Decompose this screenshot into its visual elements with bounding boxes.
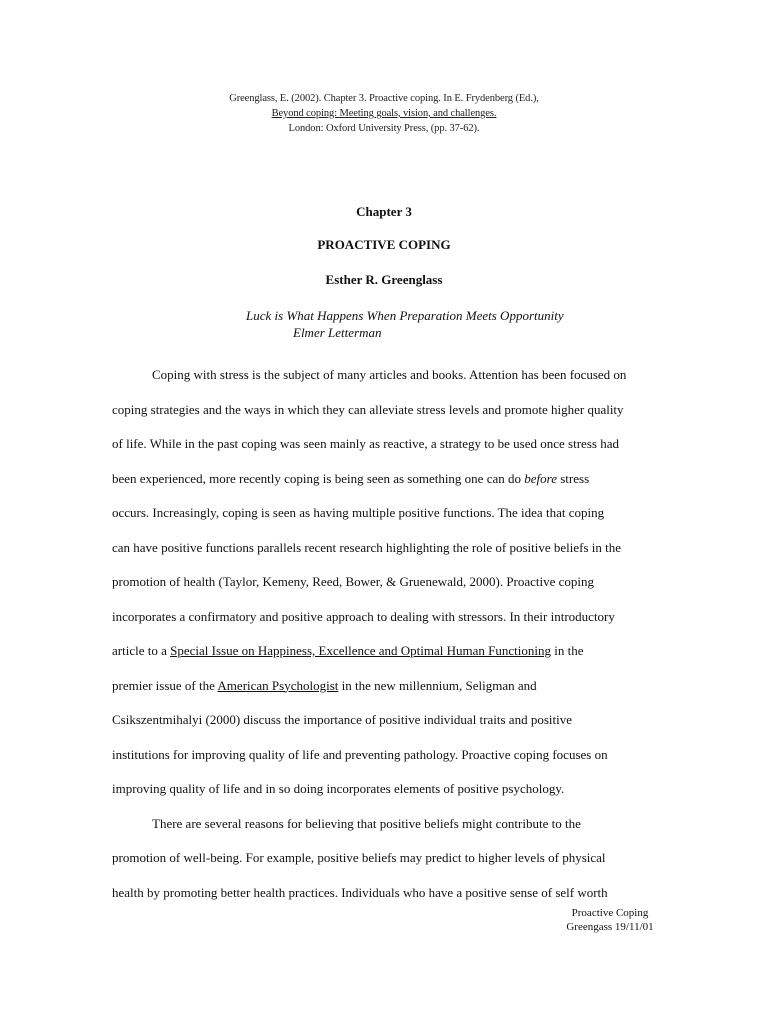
body-text-run: been experienced, more recently coping is being seen as something one can do	[112, 470, 525, 486]
body-line: can have positive functions parallels recent research highlighting the role of positive beliefs in the	[112, 539, 621, 555]
body-text-run: in the	[551, 643, 584, 658]
body-text-run: premier issue of the	[112, 677, 218, 693]
citation-book-title: Beyond coping: Meeting goals, vision, and challenges.	[271, 108, 497, 119]
epigraph-quote: Luck is What Happens When Preparation Meets Opportunity	[246, 308, 564, 323]
body-text	[112, 358, 712, 910]
body-line	[112, 462, 712, 497]
body-line: Coping with stress is the subject of many articles and books. Attention has been focused on	[152, 367, 627, 382]
citation-line-3: London: Oxford University Press, (pp. 37-62).	[288, 123, 480, 134]
footer-date: Greengass 19/11/01	[566, 921, 654, 933]
body-line	[112, 669, 712, 704]
body-line: institutions for improving quality of life and preventing pathology. Proactive coping focuses on	[112, 746, 608, 762]
special-issue-title: Special Issue on Happiness, Excellence and Optimal Human Functioning	[170, 643, 551, 658]
page-footer	[540, 906, 680, 934]
emphasis-before: before	[524, 470, 557, 486]
body-line	[112, 634, 712, 669]
body-text-run: article to a	[112, 643, 171, 658]
author-name: Esther R. Greenglass	[325, 272, 443, 287]
body-line: There are several reasons for believing that positive beliefs might contribute to the	[152, 815, 581, 831]
body-text-run: stress	[556, 470, 590, 486]
footer-title: Proactive Coping	[571, 907, 649, 919]
body-text-run: in the new millennium, Seligman and	[338, 677, 537, 693]
body-line: promotion of health (Taylor, Kemeny, Reed, Bower, & Gruenewald, 2000). Proactive coping	[112, 574, 595, 589]
body-line: Csikszentmihalyi (2000) discuss the importance of positive individual traits and positive	[112, 712, 572, 727]
body-line: health by promoting better health practices. Individuals who have a positive sense of self worth	[112, 884, 608, 900]
body-line: incorporates a confirmatory and positive approach to dealing with stressors. In their introductory	[112, 608, 615, 624]
epigraph	[246, 307, 564, 341]
body-line: coping strategies and the ways in which they can alleviate stress levels and promote higher quality	[112, 401, 624, 417]
citation-header	[0, 91, 768, 136]
chapter-title: PROACTIVE COPING	[317, 237, 451, 252]
body-line: improving quality of life and in so doing incorporates elements of positive psychology.	[112, 781, 565, 796]
chapter-label: Chapter 3	[356, 204, 412, 219]
body-line: of life. While in the past coping was seen mainly as reactive, a strategy to be used once stress had	[112, 436, 619, 451]
body-line: occurs. Increasingly, coping is seen as having multiple positive functions. The idea that coping	[112, 505, 605, 520]
epigraph-attribution: Elmer Letterman	[293, 325, 382, 340]
journal-title: American Psychologist	[217, 677, 339, 693]
citation-line-1: Greenglass, E. (2002). Chapter 3. Proactive coping. In E. Frydenberg (Ed.),	[229, 93, 539, 104]
body-line: promotion of well-being. For example, positive beliefs may predict to higher levels of physical	[112, 850, 606, 865]
